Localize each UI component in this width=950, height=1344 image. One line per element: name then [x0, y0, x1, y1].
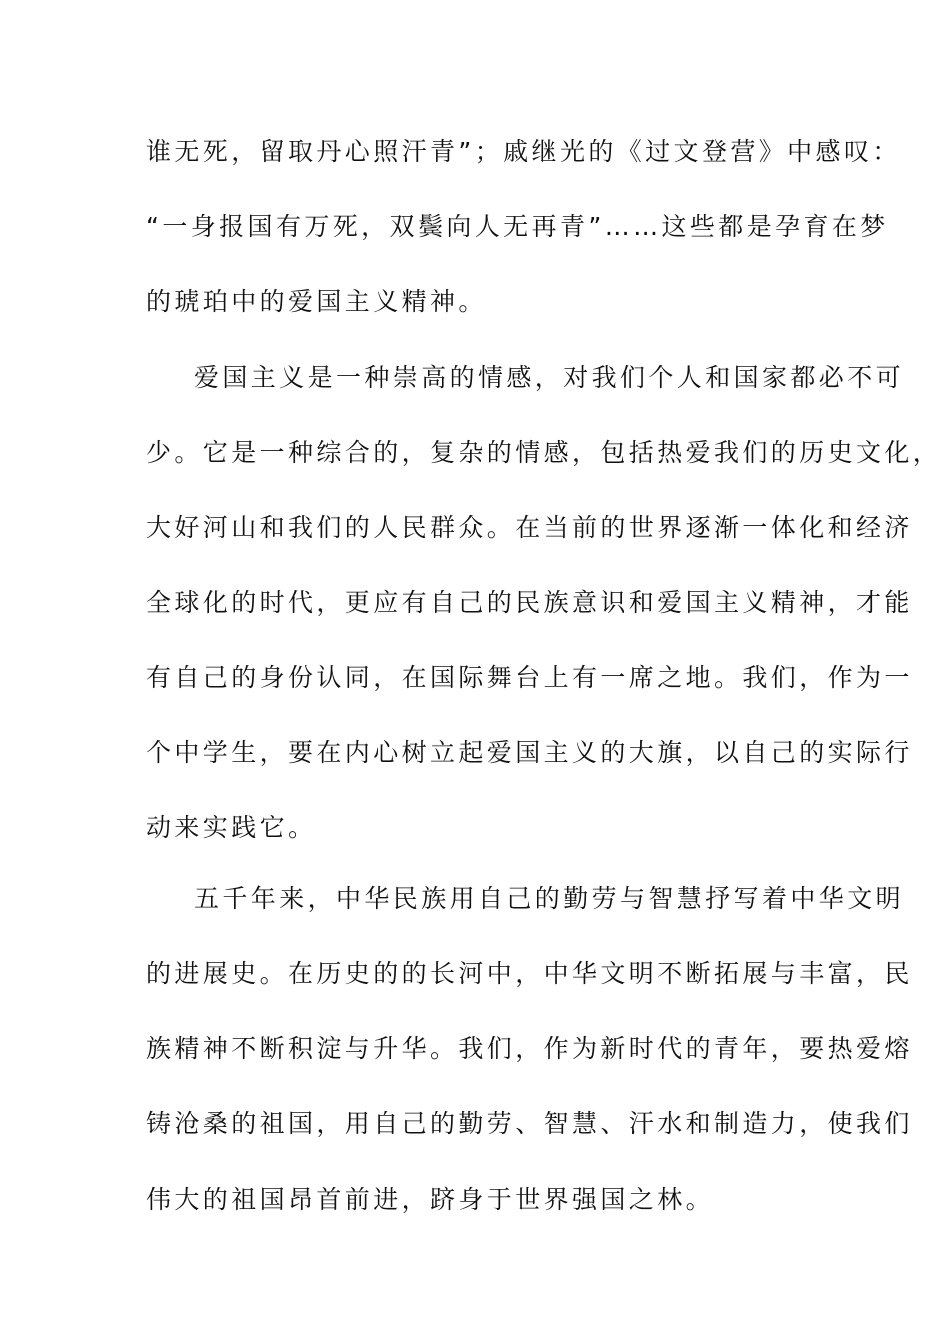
text-line: 铸沧桑的祖国，用自己的勤劳、智慧、汗水和制造力，使我们 [146, 1109, 913, 1138]
text-line: 全球化的时代，更应有自己的民族意识和爱国主义精神，才能 [146, 588, 913, 617]
paragraph-start-line: 爱国主义是一种崇高的情感，对我们个人和国家都必不可 [194, 363, 905, 392]
paragraph-start-line: 五千年来，中华民族用自己的勤劳与智慧抒写着中华文明 [194, 884, 905, 913]
text-line: 的琥珀中的爱国主义精神。 [146, 287, 487, 316]
text-line: 有自己的身份认同，在国际舞台上有一席之地。我们，作为一 [146, 663, 913, 692]
text-line: 谁无死，留取丹心照汗青”；戚继光的《过文登营》中感叹： [146, 137, 901, 166]
text-line: 动来实践它。 [146, 813, 317, 842]
text-line: 个中学生，要在内心树立起爱国主义的大旗，以自己的实际行 [146, 738, 913, 767]
text-line: 伟大的祖国昂首前进，跻身于世界强国之林。 [146, 1185, 715, 1214]
text-line: 族精神不断积淀与升华。我们，作为新时代的青年，要热爱熔 [146, 1034, 913, 1063]
text-line: “一身报国有万死，双鬓向人无再青”……这些都是孕育在梦 [146, 212, 889, 241]
text-line: 的进展史。在历史的的长河中，中华文明不断拓展与丰富，民 [146, 959, 913, 988]
text-line: 少。它是一种综合的，复杂的情感，包括热爱我们的历史文化， [146, 438, 942, 467]
text-line: 大好河山和我们的人民群众。在当前的世界逐渐一体化和经济 [146, 513, 913, 542]
